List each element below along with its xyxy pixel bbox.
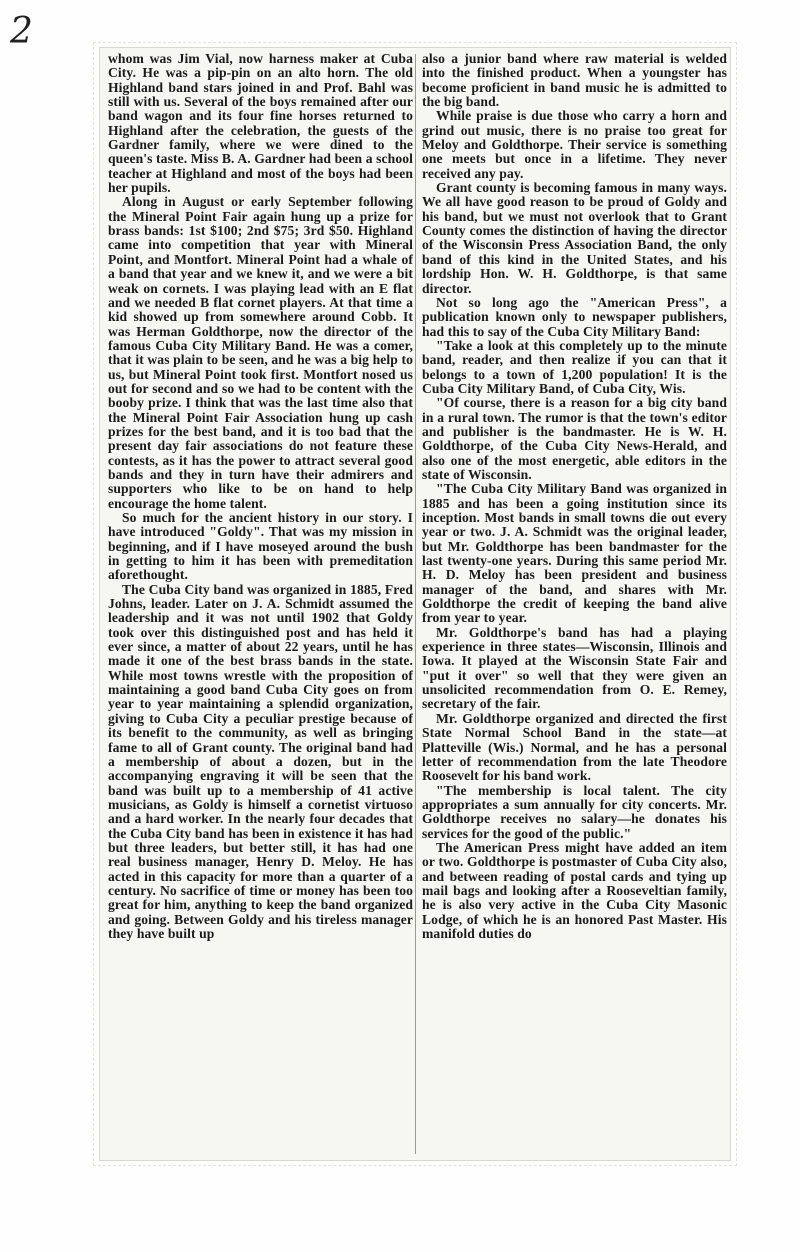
paragraph: Mr. Goldthorpe organized and directed the first State Normal School Band in the state—at Platteville (Wis.) Normal, and he has a personal letter of recommendation from the late Theodore Roosevelt for his band work. — [422, 710, 727, 784]
right-column — [422, 52, 727, 941]
paragraph: "Take a look at this completely up to the minute band, reader, and then realize if you can that it belongs to a town of 1,200 population! It is the Cuba City Military Band, of Cuba City, Wis. — [422, 337, 727, 396]
paragraph: "The membership is local talent. The city appropriates a sum annually for city concerts. Mr. Goldthorpe receives no salary—he donates his services for the good of the public." — [422, 782, 727, 841]
paragraph: Mr. Goldthorpe's band has had a playing experience in three states—Wisconsin, Illinois and Iowa. It played at the Wisconsin State Fair and "put it over" so well that they were given an unsolicited recommendation from O. E. Remey, secretary of the fair. — [422, 624, 727, 712]
paragraph: So much for the ancient history in our story. I have introduced "Goldy". That was my mission in beginning, and if I have moseyed around the bush in getting to him it has been with premeditation aforethought. — [108, 510, 413, 583]
paragraph: Along in August or early September following the Mineral Point Fair again hung up a prize for brass bands: 1st $100; 2nd $75; 3rd $50. Highland came into competition that year with Mineral Point, and Montfort. Mineral Point had a whale of a band that year and we knew it, and we were a bit weak on cornets. I was playing lead with an E flat and we needed B flat cornet players. At that time a kid showed up from somewhere around Cobb. It was Herman Goldthorpe, now the director of the famous Cuba City Military Band. He was a comer, that it was plain to be seen, and he was a big help to us, but Mineral Point took first. Montfort nosed us out for second and so we had to be content with the booby prize. I think that was the last time also that the Mineral Point Fair Association hung up cash prizes for the best band, and it is too bad that the present day fair associations do not feature these contests, as it has the power to attract several good bands and they in turn have their admirers and supporters who like to be on hand to help encourage the home talent. — [108, 194, 413, 511]
left-column — [108, 52, 413, 941]
paragraph: also a junior band where raw material is welded into the finished product. When a youngster has become proficient in band music he is admitted to the big band. — [422, 51, 727, 110]
paragraph: "The Cuba City Military Band was organized in 1885 and has been a going institution since its inception. Most bands in small towns die out every year or two. J. A. Schmidt was the original leader, but Mr. Goldthorpe has been bandmaster for the last twenty-one years. During this same period Mr. H. D. Meloy has been president and business manager of the band, and shares with Mr. Goldthorpe the credit of keeping the band alive from year to year. — [422, 481, 727, 626]
paragraph: Not so long ago the "American Press", a publication known only to newspaper publishers, had this to say of the Cuba City Military Band: — [422, 294, 727, 339]
paragraph: Grant county is becoming famous in many ways. We all have good reason to be proud of Goldy and his band, but we must not overlook that to Grant County comes the distinction of having the director of the Wisconsin Press Association Band, the only band of this kind in the United States, and his lordship Hon. W. H. Goldthorpe, is that same director. — [422, 180, 727, 296]
column-divider — [415, 54, 416, 1154]
paragraph: whom was Jim Vial, now harness maker at Cuba City. He was a pip-pin on an alto horn. The old Highland band stars joined in and Prof. Bahl was still with us. Several of the boys remained after our band wagon and its four fine horses returned to Highland after the celebration, the guests of the Gardner family, where we were dined to the queen's taste. Miss B. A. Gardner had been a school teacher at Highland and most of the boys had been her pupils. — [108, 51, 413, 196]
newspaper-clipping — [100, 48, 730, 1160]
paragraph: The American Press might have added an item or two. Goldthorpe is postmaster of Cuba City also, and between reading of postal cards and tying up mail bags and looking after a Rooseveltian family, he is also very active in the Cuba City Masonic Lodge, of which he is an honored Past Master. His manifold duties do — [422, 839, 727, 941]
paragraph: The Cuba City band was organized in 1885, Fred Johns, leader. Later on J. A. Schmidt assumed the leadership and it was not until 1902 that Goldy took over this distinguished post and has held it ever since, a matter of about 22 years, until he has made it one of the best brass bands in the state. While most towns wrestle with the proposition of maintaining a good band Cuba City goes on from year to year maintaining a splendid organization, giving to Cuba City a peculiar prestige because of its benefit to the community, as well as bringing fame to all of Grant county. The original band had a membership of about a dozen, but in the accompanying engraving it will be seen that the band was built up to a membership of 41 active musicians, as Goldy is himself a cornetist virtuoso and a hard worker. In the nearly four decades that the Cuba City band has been in existence it has had but three leaders, but better still, it has had one real business manager, Henry D. Meloy. He has acted in this capacity for more than a quarter of a century. No sacrifice of time or money has been too great for him, anything to keep the band organized and going. Between Goldy and his tireless manager they have built up — [108, 581, 413, 941]
page-number: 2 — [10, 11, 33, 52]
paragraph: While praise is due those who carry a horn and grind out music, there is no praise too great for Meloy and Goldthorpe. Their service is something one meets but once in a lifetime. They never received any pay. — [422, 108, 727, 181]
paragraph: "Of course, there is a reason for a big city band in a rural town. The rumor is that the town's editor and publisher is the bandmaster. He is W. H. Goldthorpe, of the Cuba City News-Herald, and also one of the most energetic, able editors in the state of Wisconsin. — [422, 395, 727, 482]
